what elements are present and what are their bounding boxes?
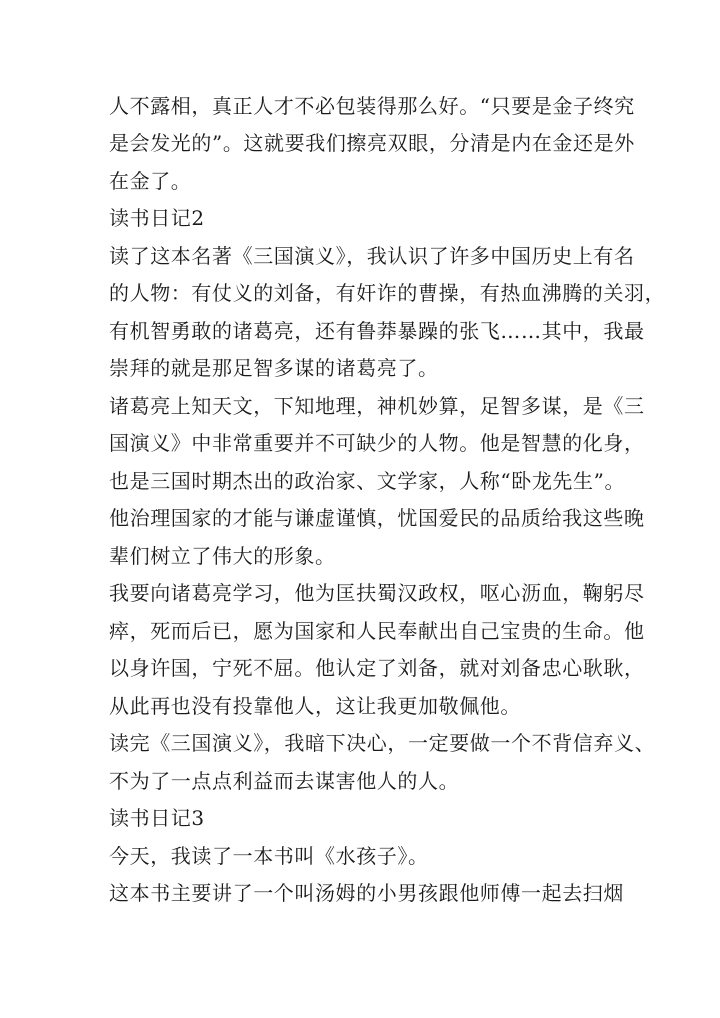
text-line: 我要向诸葛亮学习，他为匡扶蜀汉政权，呕心沥血，鞠躬尽 (109, 581, 645, 605)
text-line: 今天，我读了一本书叫《水孩子》。 (109, 844, 429, 868)
text-line: 人不露相，真正人才不必包装得那么好。“只要是金子终究 (109, 94, 635, 118)
text-line: 在金了。 (109, 169, 192, 193)
text-line: 国演义》中非常重要并不可缺少的人物。他是智慧的化身， (109, 431, 645, 455)
text-line: 有机智勇敢的诸葛亮，还有鲁莽暴躁的张飞……其中，我最 (109, 319, 645, 343)
text-line: 以身许国，宁死不屈。他认定了刘备，就对刘备忠心耿耿， (109, 656, 645, 680)
text-line: 他治理国家的才能与谦虚谨慎，忧国爱民的品质给我这些晚 (109, 506, 645, 530)
text-line: 不为了一点点利益而去谋害他人的人。 (109, 769, 460, 793)
section-heading: 读书日记2 (109, 206, 205, 230)
text-line: 读完《三国演义》，我暗下决心，一定要做一个不背信弃义、 (109, 731, 656, 755)
text-line: 从此再也没有投靠他人，这让我更加敬佩他。 (109, 694, 521, 718)
text-line: 辈们树立了伟大的形象。 (109, 544, 336, 568)
text-line: 崇拜的就是那足智多谋的诸葛亮了。 (109, 356, 439, 380)
text-line: 是会发光的”。这就要我们擦亮双眼，分清是内在金还是外 (109, 131, 635, 155)
section-heading: 读书日记3 (109, 806, 205, 830)
text-line: 的人物：有仗义的刘备，有奸诈的曹操，有热血沸腾的关羽， (109, 281, 666, 305)
text-line: 瘁，死而后已，愿为国家和人民奉献出自己宝贵的生命。他 (109, 619, 645, 643)
text-line: 诸葛亮上知天文，下知地理，神机妙算，足智多谋，是《三 (109, 394, 645, 418)
text-line: 这本书主要讲了一个叫汤姆的小男孩跟他师傅一起去扫烟 (109, 881, 624, 905)
text-line: 也是三国时期杰出的政治家、文学家，人称“卧龙先生”。 (109, 469, 626, 493)
text-line: 读了这本名著《三国演义》，我认识了许多中国历史上有名 (109, 244, 635, 268)
